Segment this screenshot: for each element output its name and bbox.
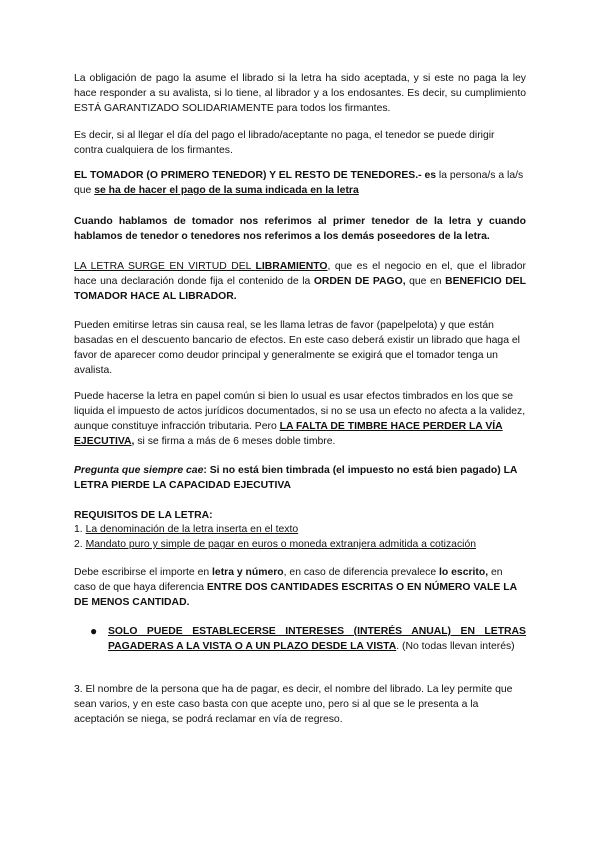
paragraph-tomador-definicion: EL TOMADOR (O PRIMERO TENEDOR) Y EL RESTO DE TENEDORES.- es la persona/s a la/s que se ha de hacer el pago de la suma indicada en la letra	[74, 170, 524, 196]
requisito-item-1: 1. La denominación de la letra inserta en el texto	[74, 524, 299, 535]
paragraph-letras-favor: Pueden emitirse letras sin causa real, se les llama letras de favor (papelpelota) y que están basadas en el descuento bancario de efectos. En este caso deberá existir un librado que haga el favor de aparecer como deudor principal y generalmente se exigirá que el tomador tenga un avalista.	[74, 320, 520, 376]
paragraph-tomador-tenedor: Cuando hablamos de tomador nos referimos al primer tenedor de la letra y cuando hablamos de tenedor o tenedores nos referimos a los demás poseedores de la letra.	[74, 216, 526, 242]
paragraph-papel-timbre: Puede hacerse la letra en papel común si bien lo usual es usar efectos timbrados en los que se liquida el impuesto de actos jurídicos documentados, si no se usa un efecto no afecta a la validez, aunque constituye infracción tributaria. Pero LA FALTA DE TIMBRE HACE PERDER LA VÍA EJECUTIVA, si se firma a más de 6 meses doble timbre.	[74, 391, 526, 447]
bullet-icon: ●	[90, 624, 98, 638]
bullet-intereses: SOLO PUEDE ESTABLECERSE INTERESES (INTERÉS ANUAL) EN LETRAS PAGADERAS A LA VISTA O A UN PLAZO DESDE LA VISTA. (No todas llevan interés)	[108, 626, 526, 652]
paragraph-pregunta-cae: Pregunta que siempre cae: Si no está bien timbrada (el impuesto no está bien pagado) LA LETRA PIERDE LA CAPACIDAD EJECUTIVA	[74, 465, 518, 491]
paragraph-nombre-librado: 3. El nombre de la persona que ha de pagar, es decir, el nombre del librado. La ley permite que sean varios, y en este caso basta con que acepte uno, pero si al que se le presenta a la aceptación se niega, se podrá reclamar en vía de regreso.	[74, 684, 513, 725]
paragraph-importe: Debe escribirse el importe en letra y número, en caso de diferencia prevalece lo escrito, en caso de que haya diferencia ENTRE DOS CANTIDADES ESCRITAS O EN NÚMERO VALE LA DE MENOS CANTIDAD.	[74, 567, 517, 608]
paragraph-obligacion-pago: La obligación de pago la asume el librado si la letra ha sido aceptada, y si este no paga la ley hace responder a su avalista, si lo tiene, al librador y a los endosantes. Es decir, su cumplimiento ESTÁ GARANTIZADO SOLIDARIAMENTE para todos los firmantes.	[74, 73, 526, 114]
requisito-item-2: 2. Mandato puro y simple de pagar en euros o moneda extranjera admitida a cotización	[74, 539, 477, 550]
paragraph-libramiento: LA LETRA SURGE EN VIRTUD DEL LIBRAMIENTO, que es el negocio en el, que el librador hace una declaración donde fija el contenido de la ORDEN DE PAGO, que en BENEFICIO DEL TOMADOR HACE AL LIBRADOR.	[74, 261, 526, 302]
paragraph-tenedor-dirigir: Es decir, si al llegar el día del pago el librado/aceptante no paga, el tenedor se puede dirigir contra cualquiera de los firmantes.	[74, 130, 495, 156]
requisitos-title: REQUISITOS DE LA LETRA:	[74, 510, 213, 521]
